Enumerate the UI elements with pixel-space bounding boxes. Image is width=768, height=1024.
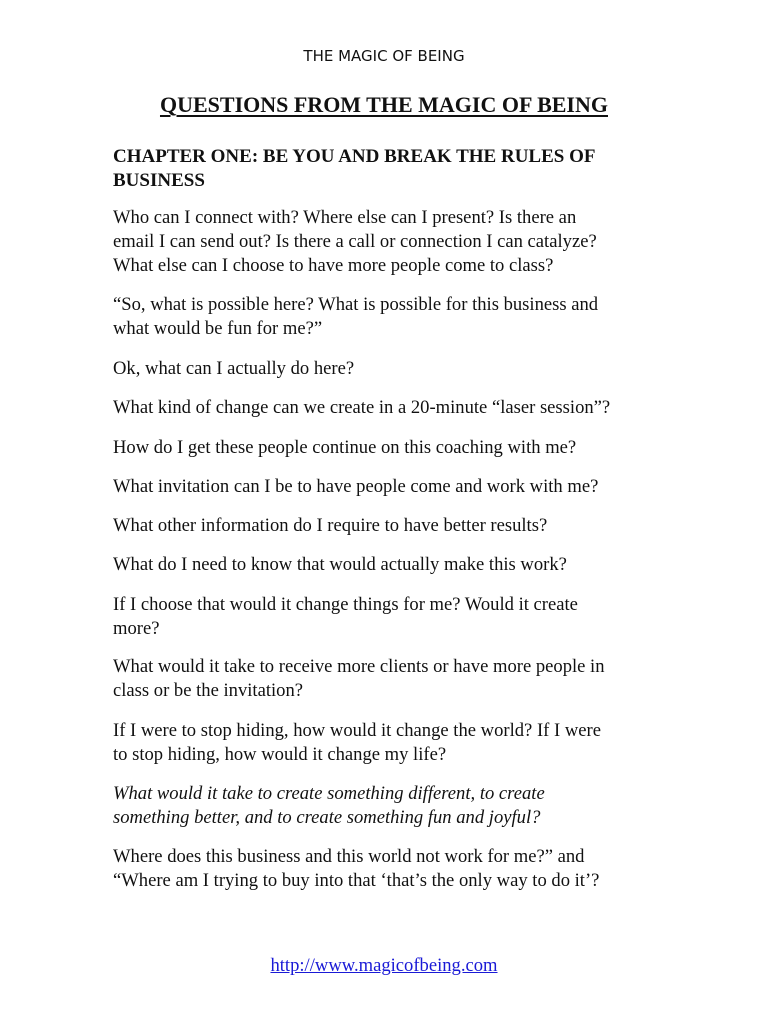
paragraph (113, 396, 713, 420)
paragraph (113, 357, 713, 381)
running-header: THE MAGIC OF BEING (303, 47, 465, 65)
paragraph (113, 553, 713, 577)
text-line: Ok, what can I actually do here? (113, 358, 355, 379)
text-line: How do I get these people continue on this coaching with me? (113, 437, 577, 458)
text-line: what would be fun for me?” (113, 318, 323, 339)
chapter-heading-line: CHAPTER ONE: BE YOU AND BREAK THE RULES OF (113, 146, 596, 167)
text-line: What kind of change can we create in a 20-minute “laser session”? (113, 397, 611, 418)
text-line: What other information do I require to have better results? (113, 515, 548, 536)
text-line: Where does this business and this world not work for me?” and (113, 846, 585, 867)
text-line: class or be the invitation? (113, 680, 304, 701)
text-line: What would it take to create something different, to create (113, 783, 545, 804)
paragraph (113, 719, 713, 767)
paragraph (113, 475, 713, 499)
text-line: What else can I choose to have more people come to class? (113, 255, 554, 276)
paragraph (113, 593, 713, 641)
text-line: What would it take to receive more clients or have more people in (113, 656, 605, 677)
chapter-heading (113, 145, 673, 193)
paragraph (113, 206, 713, 278)
text-line: to stop hiding, how would it change my life? (113, 744, 447, 765)
text-line: more? (113, 618, 160, 639)
text-line: “Where am I trying to buy into that ‘that’s the only way to do it’? (113, 870, 600, 891)
paragraph (113, 293, 713, 341)
text-line: “So, what is possible here? What is possible for this business and (113, 294, 599, 315)
paragraph (113, 845, 713, 893)
paragraph (113, 514, 713, 538)
text-line: If I were to stop hiding, how would it change the world? If I were (113, 720, 601, 741)
page-title: QUESTIONS FROM THE MAGIC OF BEING (159, 92, 608, 117)
footer (0, 955, 768, 977)
text-line: email I can send out? Is there a call or connection I can catalyze? (113, 231, 597, 252)
text-line: What do I need to know that would actually make this work? (113, 554, 567, 575)
italic-paragraph (113, 782, 713, 830)
website-link[interactable]: http://www.magicofbeing.com (270, 955, 498, 976)
text-line: What invitation can I be to have people come and work with me? (113, 476, 599, 497)
paragraph (113, 436, 713, 460)
text-line: If I choose that would it change things for me? Would it create (113, 594, 578, 615)
text-line: something better, and to create something fun and joyful? (113, 807, 541, 828)
text-line: Who can I connect with? Where else can I present? Is there an (113, 207, 577, 228)
paragraph (113, 655, 713, 703)
chapter-heading-line: BUSINESS (113, 170, 205, 191)
